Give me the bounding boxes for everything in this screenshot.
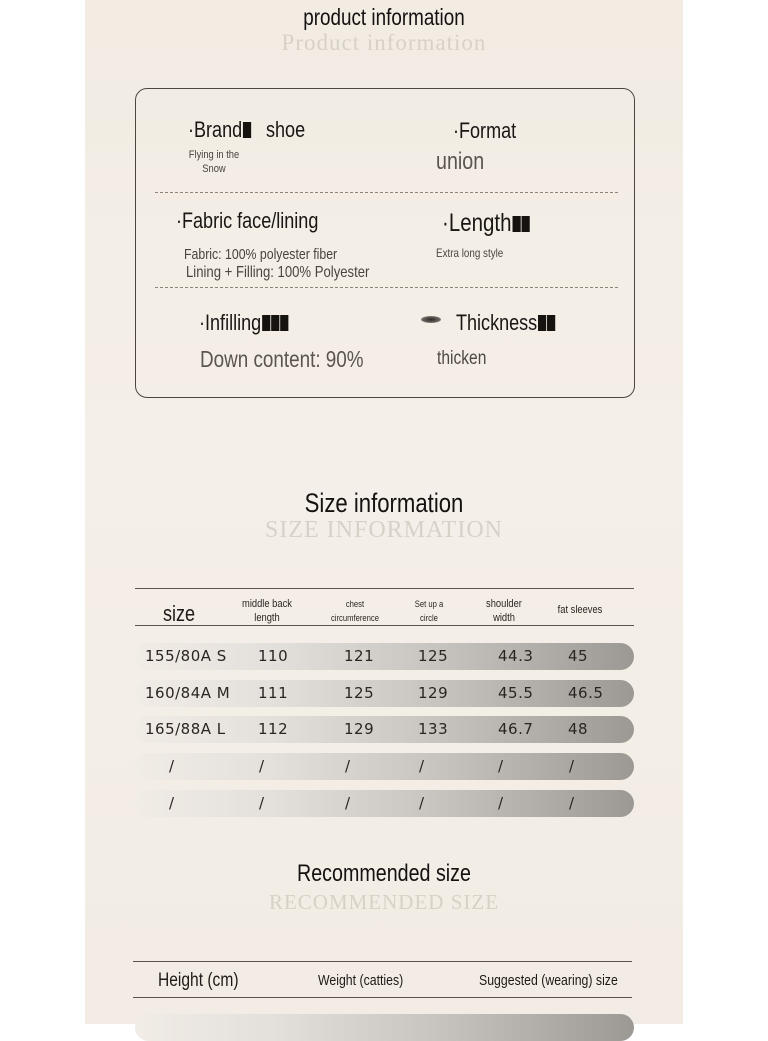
row-background	[135, 753, 634, 780]
cell-chest: /	[345, 794, 351, 812]
cell-chest: 125	[344, 684, 375, 702]
cell-setup: /	[419, 794, 425, 812]
format-value: union	[436, 148, 485, 175]
size-info-ghost-title: SIZE INFORMATION	[265, 517, 503, 543]
cell-shoulder: /	[498, 757, 504, 775]
cell-sleeves: 48	[568, 720, 589, 738]
cell-setup: 125	[418, 647, 449, 665]
missing-glyph-icon	[280, 315, 288, 331]
recommended-title: Recommended size	[297, 860, 471, 887]
header-height: Height (cm)	[158, 970, 239, 991]
missing-glyph-icon	[271, 315, 279, 331]
rec-table-header-rule	[133, 997, 632, 998]
brand-value: shoe	[266, 117, 306, 142]
cell-chest: 129	[344, 720, 375, 738]
length-label: ·Length	[442, 209, 530, 238]
product-info-title: product information	[303, 4, 465, 30]
cell-setup: 129	[418, 684, 449, 702]
header-shoulder: shoulder width	[486, 598, 522, 624]
format-label: ·Format	[453, 118, 517, 143]
cell-back-length: /	[259, 757, 265, 775]
missing-glyph-icon	[243, 122, 251, 138]
infilling-label: ·Infilling	[199, 310, 288, 336]
recommended-ghost-title: RECOMMENDED SIZE	[268, 890, 500, 914]
fabric-line-1: Fabric: 100% polyester fiber	[184, 246, 338, 263]
header-weight: Weight (catties)	[318, 972, 404, 989]
cell-sleeves: 46.5	[568, 684, 604, 702]
header-size: size	[163, 601, 196, 626]
header-sleeves: fat sleeves	[557, 604, 603, 616]
thickness-label: Thickness	[456, 310, 555, 336]
header-suggested: Suggested (wearing) size	[479, 972, 618, 989]
cell-size: 165/88A L	[145, 720, 226, 738]
cell-shoulder: /	[498, 794, 504, 812]
cell-sleeves: 45	[568, 647, 589, 665]
cell-size: 160/84A M	[145, 684, 231, 702]
missing-glyph-icon	[512, 216, 520, 232]
cell-sleeves: /	[569, 757, 575, 775]
cell-setup: /	[419, 757, 425, 775]
cell-back-length: 111	[258, 684, 289, 702]
rec-table-top-rule	[133, 961, 632, 962]
cell-shoulder: 45.5	[498, 684, 534, 702]
brand-label: ·Brand	[188, 117, 251, 143]
missing-glyph-icon	[521, 216, 529, 232]
header-back-length: middle back length	[242, 598, 292, 624]
cell-back-length: 112	[258, 720, 289, 738]
divider-line	[155, 192, 618, 193]
cell-setup: 133	[418, 720, 449, 738]
cell-shoulder: 46.7	[498, 720, 534, 738]
cell-chest: 121	[344, 647, 375, 665]
table-top-rule	[135, 588, 634, 589]
length-value: Extra long style	[436, 246, 504, 260]
missing-glyph-icon	[547, 315, 555, 331]
dot-icon	[421, 316, 441, 323]
thickness-value: thicken	[437, 348, 487, 369]
fabric-line-2: Lining + Filling: 100% Polyester	[186, 264, 370, 281]
header-chest: chest circumference	[330, 599, 380, 623]
brand-sub: Flying in the Snow	[188, 149, 240, 175]
cell-back-length: 110	[258, 647, 289, 665]
size-info-title: Size information	[304, 488, 464, 518]
missing-glyph-icon	[538, 315, 546, 331]
row-background	[135, 790, 634, 817]
missing-glyph-icon	[262, 315, 270, 331]
product-info-ghost-title: Product information	[281, 30, 487, 55]
table-header-rule	[135, 625, 634, 626]
cell-size: 155/80A S	[145, 647, 227, 665]
rec-row-background	[135, 1014, 634, 1041]
cell-shoulder: 44.3	[498, 647, 534, 665]
cell-back-length: /	[259, 794, 265, 812]
header-setup: Set up a circle	[414, 599, 444, 623]
infilling-value: Down content: 90%	[200, 346, 364, 372]
cell-size: /	[169, 757, 175, 775]
cell-sleeves: /	[569, 794, 575, 812]
cell-size: /	[169, 794, 175, 812]
divider-line	[155, 287, 618, 288]
fabric-label: ·Fabric face/lining	[176, 208, 319, 233]
cell-chest: /	[345, 757, 351, 775]
